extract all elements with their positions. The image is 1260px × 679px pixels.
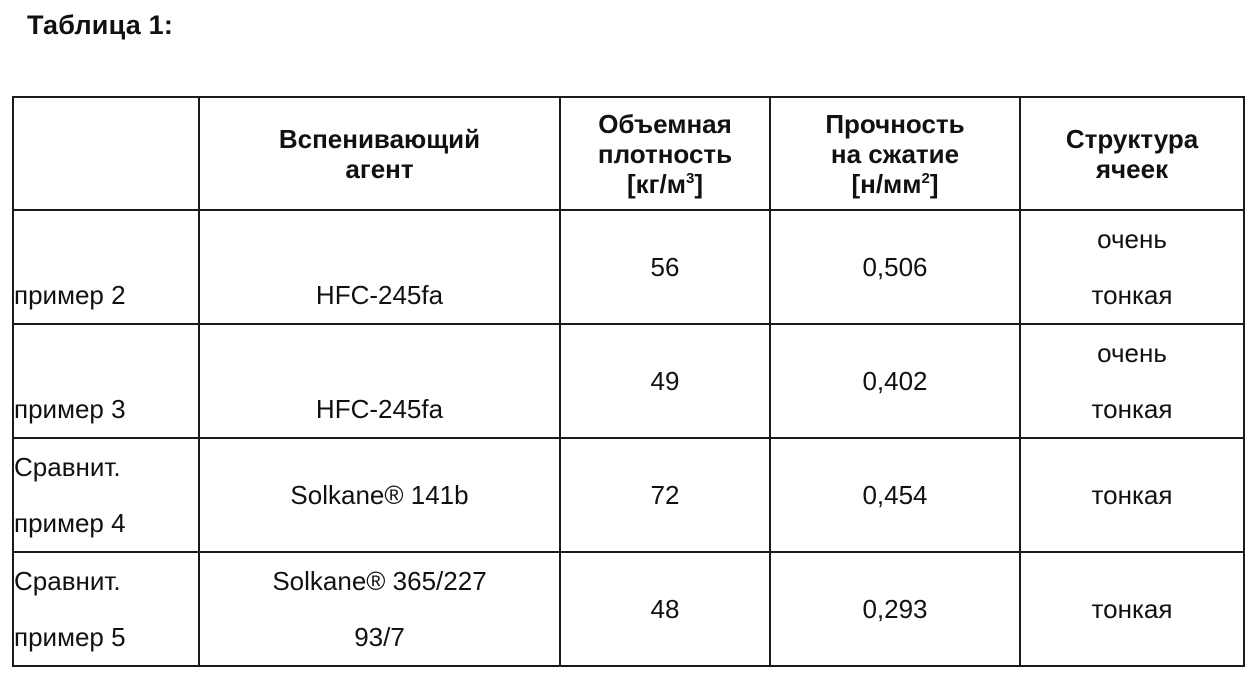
row-label: Сравнит. пример 5	[13, 552, 199, 666]
header-strength-line2: на сжатие	[830, 138, 960, 169]
row-agent: Solkane® 365/227 93/7	[199, 552, 560, 666]
row-label: пример 2	[13, 210, 199, 324]
row-strength: 0,402	[770, 324, 1020, 438]
table-row	[13, 552, 1244, 666]
row-strength: 0,506	[770, 210, 1020, 324]
row-strength: 0,454	[770, 438, 1020, 552]
row-density: 48	[560, 552, 770, 666]
header-strength	[770, 97, 1020, 210]
row-density: 72	[560, 438, 770, 552]
row-strength: 0,293	[770, 552, 1020, 666]
row-cells: тонкая	[1020, 438, 1244, 552]
header-empty	[13, 97, 199, 210]
header-density	[560, 97, 770, 210]
header-cells-line2: ячеек	[1095, 153, 1169, 184]
row-cells: тонкая	[1020, 552, 1244, 666]
row-label: пример 3	[13, 324, 199, 438]
row-agent: HFC-245fa	[199, 210, 560, 324]
table-row	[13, 324, 1244, 438]
header-strength-line1: Прочность	[825, 108, 965, 139]
header-strength-unit: $[н/мм^2]$	[851, 168, 939, 199]
header-density-line1: Объемная	[598, 108, 732, 139]
header-agent-line2: агент	[345, 153, 414, 184]
header-density-line2: плотность	[597, 138, 733, 169]
row-density: 56	[560, 210, 770, 324]
header-density-unit: $[кг/м^3]$	[627, 168, 703, 199]
row-density: 49	[560, 324, 770, 438]
table-title: Таблица 1:	[27, 10, 174, 40]
header-row	[13, 97, 1244, 210]
results-table	[12, 96, 1245, 667]
header-cells-line1: Структура	[1065, 123, 1199, 154]
table-row	[13, 438, 1244, 552]
row-cells: очень тонкая	[1020, 210, 1244, 324]
row-label: Сравнит. пример 4	[13, 438, 199, 552]
table-row	[13, 210, 1244, 324]
header-agent-line1: Вспенивающий	[278, 123, 481, 154]
row-agent: HFC-245fa	[199, 324, 560, 438]
header-cells	[1020, 97, 1244, 210]
row-agent: Solkane® 141b	[199, 438, 560, 552]
row-cells: очень тонкая	[1020, 324, 1244, 438]
header-agent	[199, 97, 560, 210]
